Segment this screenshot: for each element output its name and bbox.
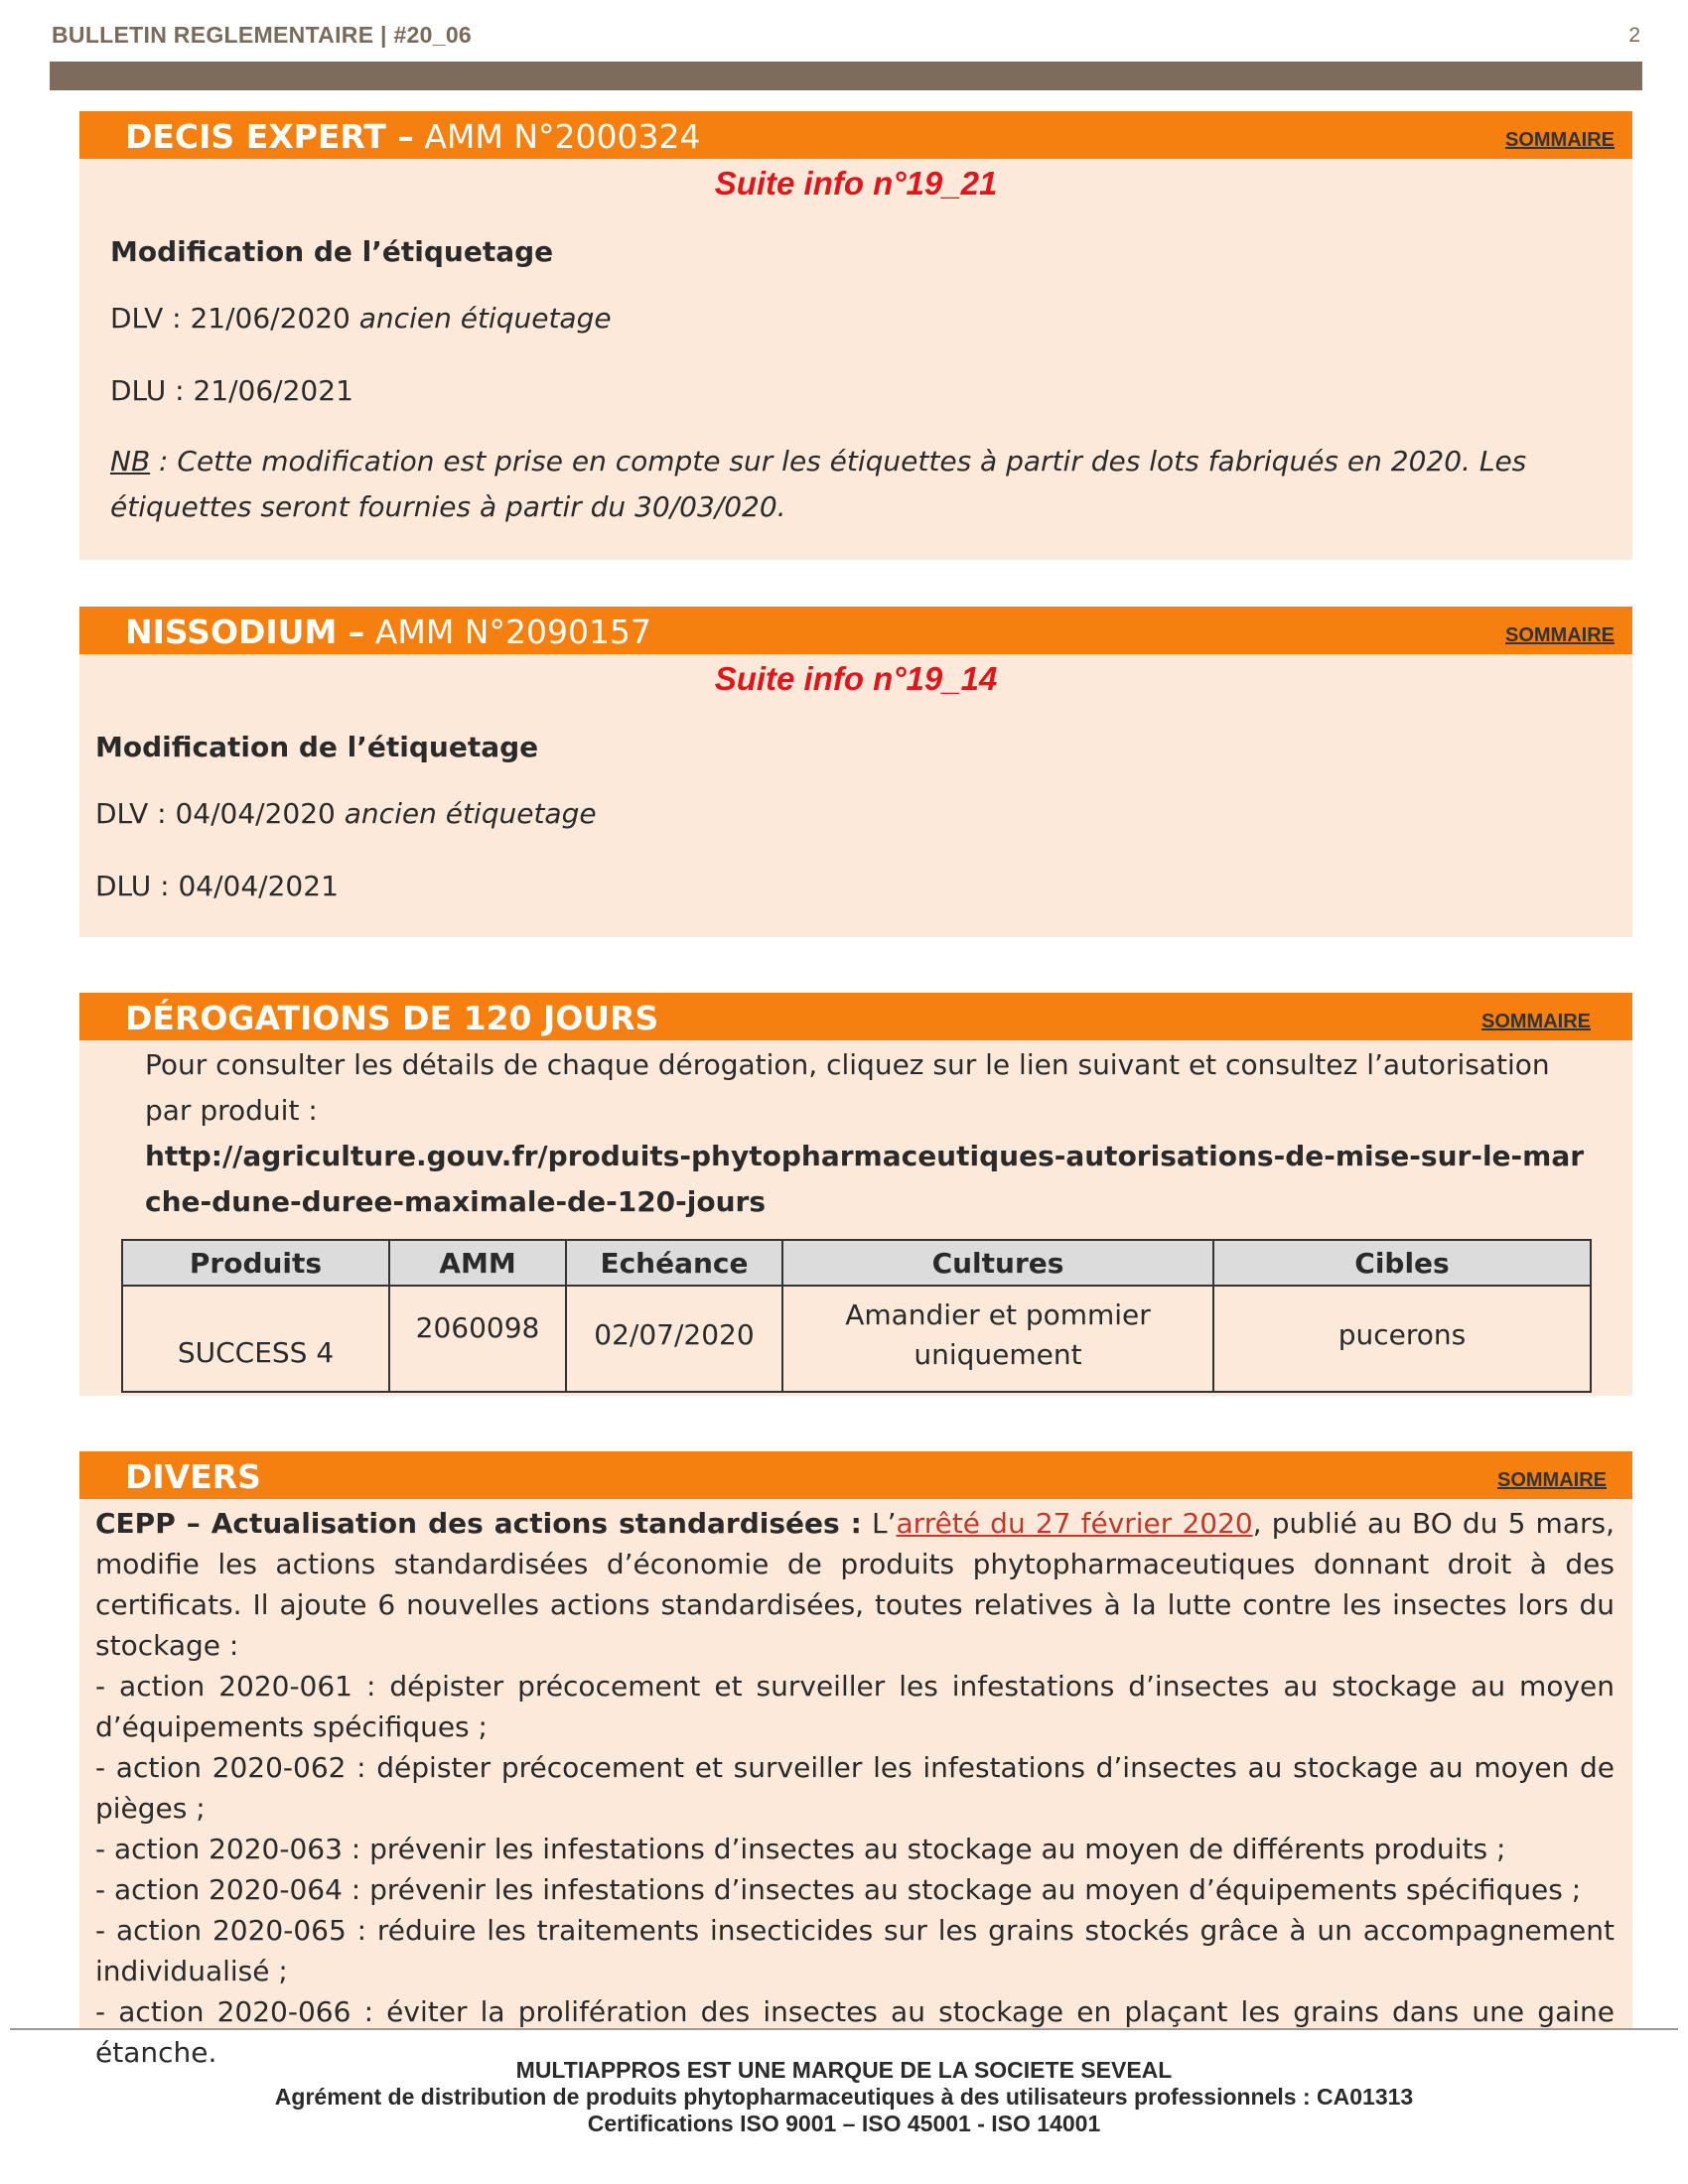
sommaire-link[interactable]: SOMMAIRE [1505, 624, 1615, 646]
footer-divider [10, 2028, 1678, 2030]
list-item: - action 2020-061 : dépister précocement et surveiller les infestations d’insectes au stockage au moyen d’équipements spécifiques ; [95, 1670, 1615, 1743]
sommaire-link[interactable]: SOMMAIRE [1481, 1011, 1591, 1032]
suite-info: Suite info n°19_21 [714, 165, 998, 202]
dlv-line [110, 302, 612, 335]
sommaire-link[interactable]: SOMMAIRE [1497, 1469, 1607, 1491]
nb-label: NB [110, 445, 151, 478]
lead-pre: L’ [861, 1507, 897, 1540]
col-header-produits: Produits [122, 1240, 389, 1286]
col-header-cultures: Cultures [782, 1240, 1213, 1286]
section-derogations [79, 993, 1632, 1396]
nb-text: : Cette modification est prise en compte sur les étiquettes à partir des lots fabriqués en 2020. Les étiquettes seront fournies à partir du 30/03/020. [110, 445, 1527, 523]
dlv-note: ancien étiquetage [344, 797, 597, 830]
table-header-row [122, 1240, 1591, 1286]
derogations-table [121, 1239, 1592, 1393]
section-header [79, 1451, 1632, 1499]
table-row [122, 1286, 1591, 1392]
arrete-link[interactable]: arrêté du 27 février 2020 [896, 1507, 1253, 1540]
derogations-url[interactable]: http://agriculture.gouv.fr/produits-phytopharmaceutiques-autorisations-de-mise-sur-le-marche-dune-duree-maximale-de-120-jours [145, 1140, 1585, 1218]
section-title [125, 1457, 261, 1496]
lead-bold: CEPP – Actualisation des actions standardisées : [95, 1507, 862, 1540]
list-item: - action 2020-065 : réduire les traitements insecticides sur les grains stockés grâce à un accompagnement individualisé ; [95, 1914, 1615, 1987]
footer-line-3: Certifications ISO 9001 – ISO 45001 - ISO 14001 [587, 2111, 1101, 2136]
section-decis-expert [79, 111, 1632, 560]
section-divers [79, 1451, 1632, 2069]
list-item: - action 2020-064 : prévenir les infestations d’insectes au stockage au moyen d’équipements spécifiques ; [95, 1873, 1582, 1906]
intro-text: Pour consulter les détails de chaque dérogation, cliquez sur le lien suivant et consultez l’autorisation par produit : [145, 1048, 1550, 1127]
divers-lead [95, 1503, 1615, 1666]
col-header-amm: AMM [389, 1240, 566, 1286]
bulletin-title: BULLETIN REGLEMENTAIRE | #20_06 [52, 22, 472, 48]
section-title-text: DIVERS [125, 1457, 261, 1496]
section-header [79, 111, 1632, 159]
section-title [125, 613, 651, 651]
cell-produit: SUCCESS 4 [122, 1286, 389, 1392]
dlv-note: ancien étiquetage [358, 302, 612, 335]
cell-cibles: pucerons [1213, 1286, 1591, 1392]
section-title [125, 117, 701, 156]
amm-number: AMM N°2000324 [424, 117, 701, 156]
sommaire-link[interactable]: SOMMAIRE [1505, 129, 1615, 151]
col-header-cibles: Cibles [1213, 1240, 1591, 1286]
subtitle: Modification de l’étiquetage [110, 235, 554, 268]
amm-number: AMM N°2090157 [374, 613, 651, 651]
product-name: NISSODIUM – [125, 613, 365, 651]
divers-body [95, 1503, 1615, 2073]
list-item: - action 2020-063 : prévenir les infestations d’insectes au stockage au moyen de différents produits ; [95, 1833, 1506, 1865]
section-header [79, 993, 1632, 1040]
dlv-line [95, 797, 597, 830]
footer-line-1: MULTIAPPROS EST UNE MARQUE DE LA SOCIETE SEVEAL [515, 2057, 1173, 2083]
section-nissodium [79, 607, 1632, 937]
derogations-intro [145, 1042, 1595, 1225]
cell-cultures: Amandier et pommier uniquement [782, 1286, 1213, 1392]
footer-line-2: Agrément de distribution de produits phytopharmaceutiques à des utilisateurs professionnels : CA01313 [274, 2084, 1414, 2110]
cell-echeance: 02/07/2020 [566, 1286, 782, 1392]
footer [0, 2057, 1688, 2137]
lead-post: , publié au BO du 5 mars, modifie les actions standardisées d’économie de produits phytopharmaceutiques donnant droit à des certificats. Il ajoute 6 nouvelles actions standardisées, toutes relatives à la lutte contre les insectes lors du stockage : [95, 1507, 1615, 1662]
section-title-text: DÉROGATIONS DE 120 JOURS [125, 999, 659, 1037]
list-item: - action 2020-062 : dépister précocement et surveiller les infestations d’insectes au stockage au moyen de pièges ; [95, 1751, 1615, 1825]
subtitle: Modification de l’étiquetage [95, 731, 539, 763]
dlu-line: DLU : 21/06/2021 [110, 374, 353, 407]
cell-amm: 2060098 [389, 1286, 566, 1392]
suite-info: Suite info n°19_14 [714, 660, 998, 697]
dlu-line: DLU : 04/04/2021 [95, 870, 339, 902]
col-header-echeance: Echéance [566, 1240, 782, 1286]
dlv-value: DLV : 21/06/2020 [110, 302, 351, 335]
product-name: DECIS EXPERT – [125, 117, 414, 156]
page-number: 2 [1628, 24, 1640, 47]
list-item: - action 2020-066 : éviter la prolifération des insectes au stockage en plaçant les grains dans une gaine étanche. [95, 1995, 1615, 2069]
nb-note [110, 439, 1610, 530]
section-header [79, 607, 1632, 654]
header-bar [50, 62, 1642, 90]
dlv-value: DLV : 04/04/2020 [95, 797, 336, 830]
section-title [125, 999, 658, 1037]
